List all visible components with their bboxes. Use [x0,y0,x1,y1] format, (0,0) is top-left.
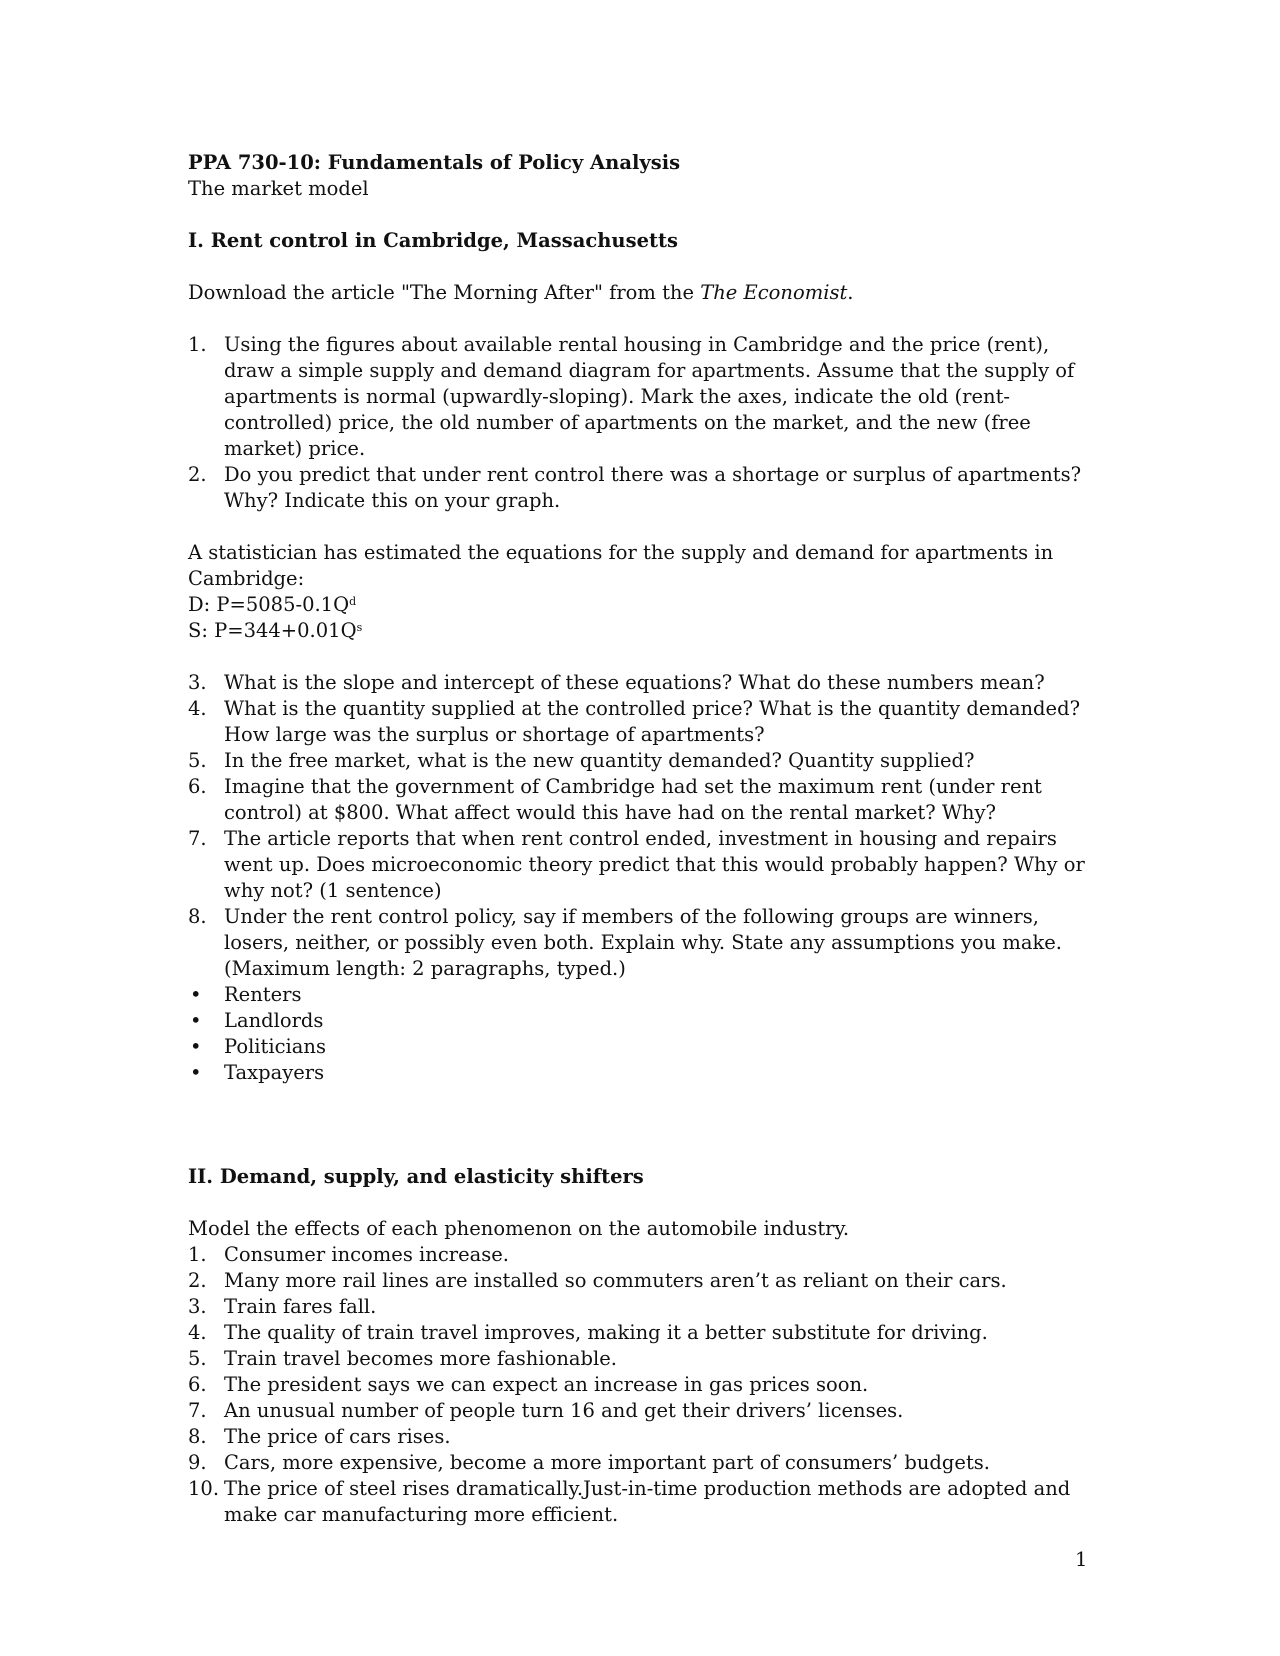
bullet-icon: • [190,1061,202,1084]
list-item: 1. Consumer incomes increase. [188,1243,509,1266]
groups-bullet-list [188,982,1088,1086]
list-item: 4. What is the quantity supplied at the controlled price? What is the quantity demanded? How large was the surplus or shortage of apartments? [188,697,1081,746]
phenomena-list [188,1242,1088,1528]
bullet-icon: • [190,1035,202,1058]
list-item: 3. Train fares fall. [188,1295,377,1318]
list-item: 3. What is the slope and intercept of these equations? What do these numbers mean? [188,671,1045,694]
bullet-item: • Politicians [190,1035,326,1058]
question-list-b [188,670,1088,982]
bullet-item: • Taxpayers [190,1061,325,1084]
list-item: 1. Using the figures about available rental housing in Cambridge and the price (rent), draw a simple supply and demand diagram for apartments. Assume that the supply of apartments is normal (upwardly-sloping). Mark the axes, indicate the old (rent-controlled) price, the old number of apartments on the market, and the new (free market) price. [188,333,1075,460]
demand-equation: D: $P=5085-0.1Q^d$ [188,593,357,616]
list-item: 7. The article reports that when rent control ended, investment in housing and repairs went up. Does microeconomic theory predict that this would probably happen? Why or why not? (1 sentence) [188,827,1085,902]
bullet-item: • Renters [190,983,302,1006]
course-title: PPA 730-10: Fundamentals of Policy Analysis [188,151,681,174]
document-subtitle: The market model [188,177,369,200]
list-item: 8. Under the rent control policy, say if members of the following groups are winners, losers, neither, or possibly even both. Explain why. State any assumptions you make. (Maximum length: 2 paragraphs, typed.) [188,905,1063,980]
list-item: 10. The price of steel rises dramatically.Just-in-time production methods are adopted and make car manufacturing more efficient. [188,1477,1071,1526]
list-item: 5. In the free market, what is the new quantity demanded? Quantity supplied? [188,749,975,772]
statistician-paragraph: A statistician has estimated the equations for the supply and demand for apartments in Cambridge: [188,541,1054,590]
bullet-icon: • [190,1009,202,1032]
supply-equation: S: $P=344+0.01Q^s$ [188,619,363,642]
list-item: 2. Do you predict that under rent control there was a shortage or surplus of apartments? Why? Indicate this on your graph. [188,463,1082,512]
list-item: 6. The president says we can expect an increase in gas prices soon. [188,1373,869,1396]
section-1-heading: I. Rent control in Cambridge, Massachusetts [188,229,678,252]
list-item: 7. An unusual number of people turn 16 and get their drivers’ licenses. [188,1399,904,1422]
list-item: 4. The quality of train travel improves, making it a better substitute for driving. [188,1321,988,1344]
list-item: 6. Imagine that the government of Cambridge had set the maximum rent (under rent control) at $800. What affect would this have had on the rental market? Why? [188,775,1042,824]
section-2-heading: II. Demand, supply, and elasticity shifters [188,1165,644,1188]
list-item: 2. Many more rail lines are installed so commuters aren’t as reliant on their cars. [188,1269,1007,1292]
page-number: 1 [1075,1548,1088,1571]
bullet-item: • Landlords [190,1009,324,1032]
source-publication: The Economist [700,281,848,304]
document-page [188,150,1088,1528]
question-list-a [188,332,1088,514]
list-item: 9. Cars, more expensive, become a more important part of consumers’ budgets. [188,1451,990,1474]
list-item: 5. Train travel becomes more fashionable. [188,1347,617,1370]
bullet-icon: • [190,983,202,1006]
download-instruction: Download the article "The Morning After" from the The Economist. [188,281,854,304]
list-item: 8. The price of cars rises. [188,1425,451,1448]
section-2-intro: Model the effects of each phenomenon on the automobile industry. [188,1217,850,1240]
